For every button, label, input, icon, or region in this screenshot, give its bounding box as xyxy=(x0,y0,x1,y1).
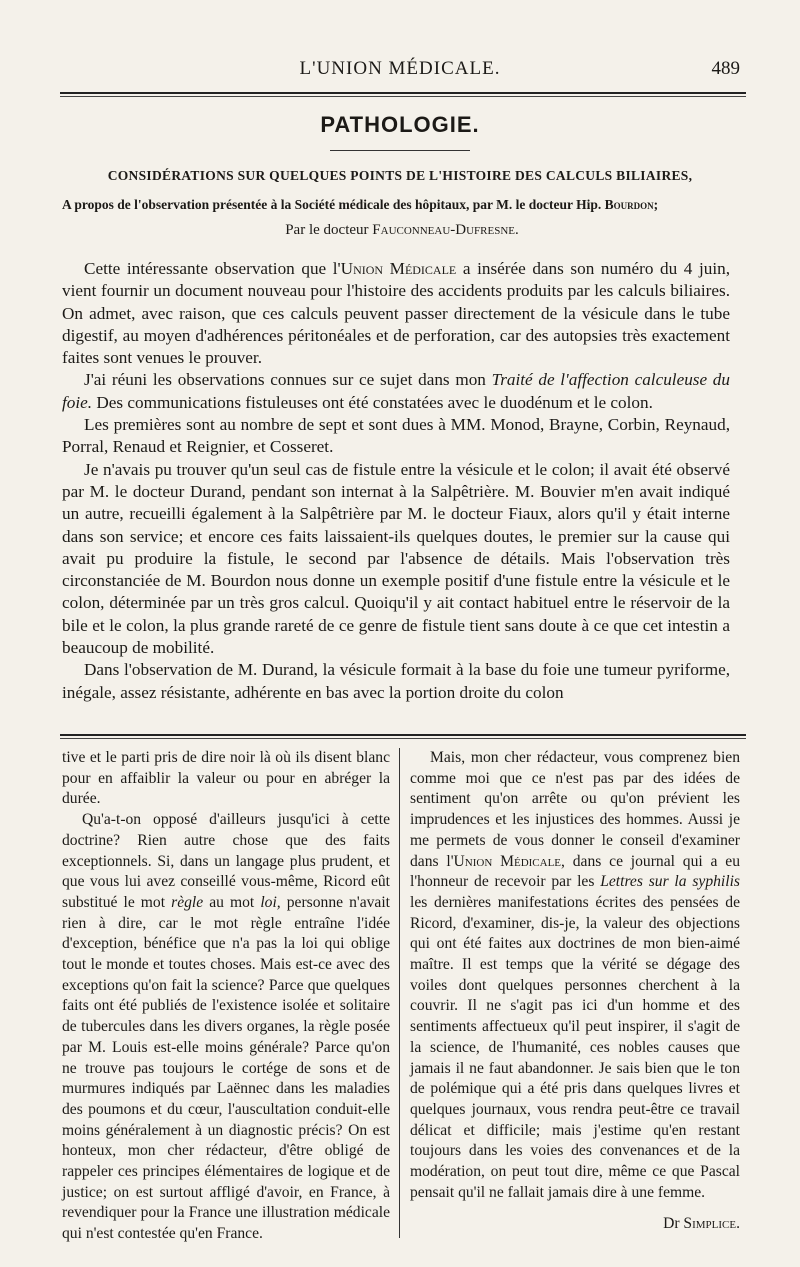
feuilleton-rule-thin xyxy=(60,738,746,739)
text-run: a insérée dans son numéro du 4 juin, vient fournir un document nouveau pour l'histoire des accidents produits par les calculs biliaires. On admet, avec raison, que ces calculs peuvent passer directement de la vésicule dans le tube digestif, au moyen d'adhérences péritonéales et de perforation, car des autopsies très exactement faites sont venues le prouver. xyxy=(62,259,731,368)
text-run: Des communications fistuleuses ont été constatées avec le duodénum et le colon. xyxy=(92,392,653,412)
paragraph xyxy=(62,258,730,369)
page-number: 489 xyxy=(711,58,740,79)
book-title: Lettres sur la syphilis xyxy=(600,873,740,891)
text-run: , dans ce journal qui a eu l'honneur de recevoir par les xyxy=(410,852,740,891)
italic-word: loi, xyxy=(260,893,281,911)
text-run: au mot xyxy=(203,893,261,911)
paragraph: Je n'avais pu trouver qu'un seul cas de fistule entre la vésicule et le colon; il avait été observé par M. le docteur Durand, pendant son internat à la Salpêtrière. M. Bouvier m'en avait indiqué un autre, recueilli également à la Salpêtrière par M. le docteur Fiaux, alors qu'il y était interne dans son service; et encore ces faits laissaient-ils quelques doutes, le premier sur la cause qui avait pu produire la fistule, le second par l'absence de détails. Mais l'observation très circonstanciée de M. Bourdon nous donne un exemple positif d'une fistule entre la vésicule et le colon, déterminée par un très gros calcul. Quoiqu'il y ait contact habituel entre le réservoir de la bile et le colon, la plus grande rareté de ce genre de fistule tient sans doute à ce que cet intestin a beaucoup de mobilité. xyxy=(62,459,730,658)
paragraph: tive et le parti pris de dire noir là où ils disent blanc pour en affaiblir la valeur ou pour en abréger la durée. xyxy=(62,749,390,808)
journal-title: L'UNION MÉDICALE. xyxy=(299,58,501,79)
column-divider xyxy=(399,748,400,1238)
italic-word: règle xyxy=(171,893,204,911)
journal-name: Union Médicale xyxy=(453,852,562,870)
byline-text: Par le docteur xyxy=(285,222,373,238)
text-run: Qu'a-t-on opposé d'ailleurs jusqu'ici à cette doctrine? Rien autre chose que des faits exceptionnels. Si, dans un langage plus prudent, et que vous lui avez conseillé vous-même, Ricord eût substitué le mot xyxy=(62,811,390,911)
article-title: CONSIDÉRATIONS SUR QUELQUES POINTS DE L'HISTOIRE DES CALCULS BILIAIRES, xyxy=(107,168,693,183)
byline-author: Fauconneau-Dufresne. xyxy=(372,222,519,238)
paragraph: Les premières sont au nombre de sept et sont dues à MM. Monod, Brayne, Corbin, Reynaud, Porral, Renaud et Reignier, et Cosseret. xyxy=(62,415,730,457)
running-head xyxy=(60,58,740,88)
text-run: Mais, mon cher rédacteur, vous comprenez bien comme moi que ce n'est pas par des idées de sentiment qu'on arrête ou qu'on prévient les imprudences et les injustices des hommes. Aussi je me permets de vous donner le conseil d'examiner dans l' xyxy=(410,749,740,870)
right-column xyxy=(410,748,740,1203)
paragraph xyxy=(62,810,390,1245)
paragraph xyxy=(62,369,730,414)
signature-name: Simplice. xyxy=(683,1215,740,1232)
book-title: Traité de l'affection calculeuse du foie. xyxy=(62,370,730,412)
header-rule xyxy=(60,92,746,94)
section-title: PATHOLOGIE. xyxy=(320,112,480,137)
text-run: J'ai réuni les observations connues sur ce sujet dans mon xyxy=(84,370,492,390)
text-run: personne n'avait rien à dire, car le mot règle entraîne l'idée d'exception, bénéfice que n'a pas la loi qui oblige tout le monde et toutes choses. Mais est-ce avec des exceptions qu'on fait la science? Parce que quelques faits ont été publiés de l'existence isolée et solitaire de tubercules dans les divers organes, la règle posée par M. Louis est-elle moins générale? Parce qu'on ne trouve pas toujours le cortége de sons et de murmures indiqués par Laënnec dans les maladies des poumons et du cœur, l'auscultation conduit-elle moins généralement à un diagnostic précis? On est honteux, mon cher rédacteur, d'être obligé de rappeler ces principes élémentaires de logique et de justice; on est surtout affligé d'avoir, en France, à revendiquer pour la France une illustration médicale qui n'est contestée qu'en France. xyxy=(62,893,390,1243)
article-subtitle xyxy=(62,197,742,213)
left-column xyxy=(62,748,390,1245)
text-run: les dernières manifestations écrites des pensées de Ricord, d'examiner, dis-je, la valeur des objections qui ont été faites aux doctrines de mon bien-aimé maître. Il est temps que la vérité se dégage des voiles dont quelques personnes cherchent à la couvrir. Il ne s'agit pas ici d'un homme et des sentiments affectueux qu'il peut inspirer, il s'agit de la science, de l'humanité, ces nobles causes que jamais il ne faut abandonner. Je sais bien que le ton de polémique qui a été pris dans quelques livres et quelques journaux, vous rendra peut-être ce travail délicat et difficile; mais j'estime qu'en restant toujours dans les voies des convenances et de la modération, on peut tout dire, même ce que Pascal pensait qu'il ne fallait jamais dire à une femme. xyxy=(410,893,740,1201)
article-body xyxy=(62,258,730,704)
article-subtitle-text: A propos de l'observation présentée à la Société médicale des hôpitaux, par M. le docteur Hip. xyxy=(62,197,605,212)
paragraph: Dans l'observation de M. Durand, la vésicule formait à la base du foie une tumeur pyriforme, inégale, assez résistante, adhérente en bas avec la portion droite du colon xyxy=(62,660,730,702)
signature xyxy=(410,1215,740,1233)
header-rule-thin xyxy=(60,96,746,97)
byline xyxy=(62,222,742,239)
section-title-rule xyxy=(330,150,470,151)
feuilleton-rule xyxy=(60,734,746,736)
signature-title: Dr xyxy=(663,1215,684,1232)
paragraph xyxy=(410,748,740,1203)
text-run: Cette intéressante observation que l' xyxy=(84,259,341,278)
article-subtitle-name: Bourdon; xyxy=(604,197,659,212)
journal-name: Union Médicale xyxy=(340,259,457,278)
